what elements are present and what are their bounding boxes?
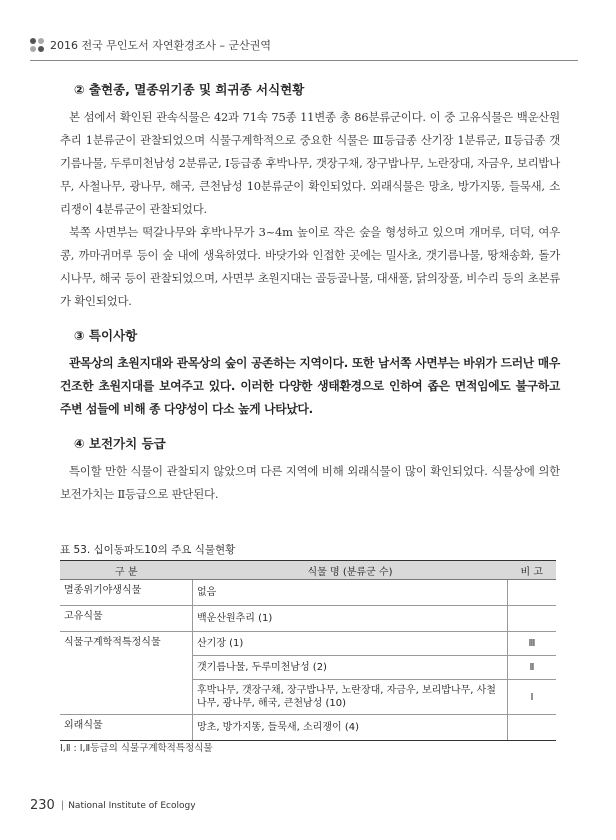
category-cell: 고유식물 (60, 606, 193, 632)
plant-status-table (60, 560, 556, 741)
plants-cell: 없음 (193, 580, 508, 606)
plants-cell: 후박나무, 갯장구채, 장구밥나무, 노란장대, 자금우, 보리밥나무, 사철나무, 광나무, 해국, 큰천남성 (10) (193, 680, 508, 715)
note-cell (508, 580, 557, 606)
table-row (60, 606, 556, 632)
column-header: 비 고 (508, 561, 557, 580)
footer-organization: National Institute of Ecology (68, 800, 196, 811)
paragraph: 북쪽 사면부는 떡갈나무와 후박나무가 3~4m 높이로 작은 숲을 형성하고 있으며 개머루, 더덕, 여우콩, 까마귀머루 등이 숲 내에 생육하였다. 바닷가와 인접한 곳에는 밀사초, 갯기름나물, 땅채송화, 돌가시나무, 해국 등이 관찰되었으며, 사면부 초원지대는 골등골나물, 대새풀, 닭의장풀, 비수리 등의 초본류가 확인되었다. (60, 225, 560, 308)
note-cell: Ⅲ (508, 632, 557, 656)
plants-cell: 갯기름나물, 두루미천남성 (2) (193, 656, 508, 680)
note-cell: Ⅰ (508, 680, 557, 715)
paragraph: 특이할 만한 식물이 관찰되지 않았으며 다른 지역에 비해 외래식물이 많이 확인되었다. 식물상에 의한 보전가치는 Ⅱ등급으로 판단된다. (60, 464, 560, 501)
note-cell (508, 606, 557, 632)
main-content (60, 80, 560, 506)
section-title-species: ② 출현종, 멸종위기종 및 희귀종 서식현황 (74, 82, 305, 97)
table-title: 표 53. 십이동파도10의 주요 식물현황 (60, 544, 236, 556)
table-row (60, 715, 556, 741)
table-row (60, 580, 556, 606)
section-title-grade: ④ 보전가치 등급 (74, 436, 166, 451)
table-footnote: Ⅰ,Ⅱ : Ⅰ,Ⅱ등급의 식물구계학적특정식물 (60, 743, 213, 754)
table-header-row (60, 561, 556, 580)
section-title-notes: ③ 특이사항 (74, 328, 138, 343)
plants-cell: 망초, 방가지똥, 들묵새, 소리쟁이 (4) (193, 715, 508, 741)
paragraph: 관목상의 초원지대와 관목상의 숲이 공존하는 지역이다. 또한 남서쪽 사면부는 바위가 드러난 매우 건조한 초원지대를 보여주고 있다. 이러한 다양한 생태환경으로 인하여 좁은 면적임에도 불구하고 주변 섬들에 비해 종 다양성이 다소 높게 나타났다. (60, 356, 560, 416)
category-cell: 멸종위기야생식물 (60, 580, 193, 606)
paragraph: 본 섬에서 확인된 관속식물은 42과 71속 75종 11변종 총 86분류군이다. 이 중 고유식물은 백운산원추리 1분류군이 관찰되었으며 식물구계학적으로 중요한 식물은 Ⅲ등급종 산기장 1분류군, Ⅱ등급종 갯기름나물, 두루미천남성 2분류군, Ⅰ등급종 후박나무, 갯장구채, 장구밥나무, 노란장대, 자금우, 보리밥나무, 사철나무, 광나무, 해국, 큰천남성 10분류군이 확인되었다. 외래식물은 망초, 방가지똥, 들묵새, 소리쟁이 4분류군이 관찰되었다. (60, 110, 560, 216)
column-header: 구 분 (60, 561, 193, 580)
plants-cell: 백운산원추리 (1) (193, 606, 508, 632)
table-row (60, 632, 556, 656)
header-dots-icon (30, 38, 44, 52)
page-footer (30, 798, 330, 813)
footer-separator: | (60, 800, 65, 811)
note-cell: Ⅱ (508, 656, 557, 680)
plants-cell: 산기장 (1) (193, 632, 508, 656)
note-cell (508, 715, 557, 741)
category-cell: 외래식물 (60, 715, 193, 741)
header-title: 2016 전국 무인도서 자연환경조사 – 군산권역 (50, 39, 271, 52)
column-header: 식물 명 (분류군 수) (193, 561, 508, 580)
page-number: 230 (30, 798, 55, 813)
page-header (30, 30, 578, 61)
category-cell: 식물구계학적특정식물 (64, 637, 161, 648)
